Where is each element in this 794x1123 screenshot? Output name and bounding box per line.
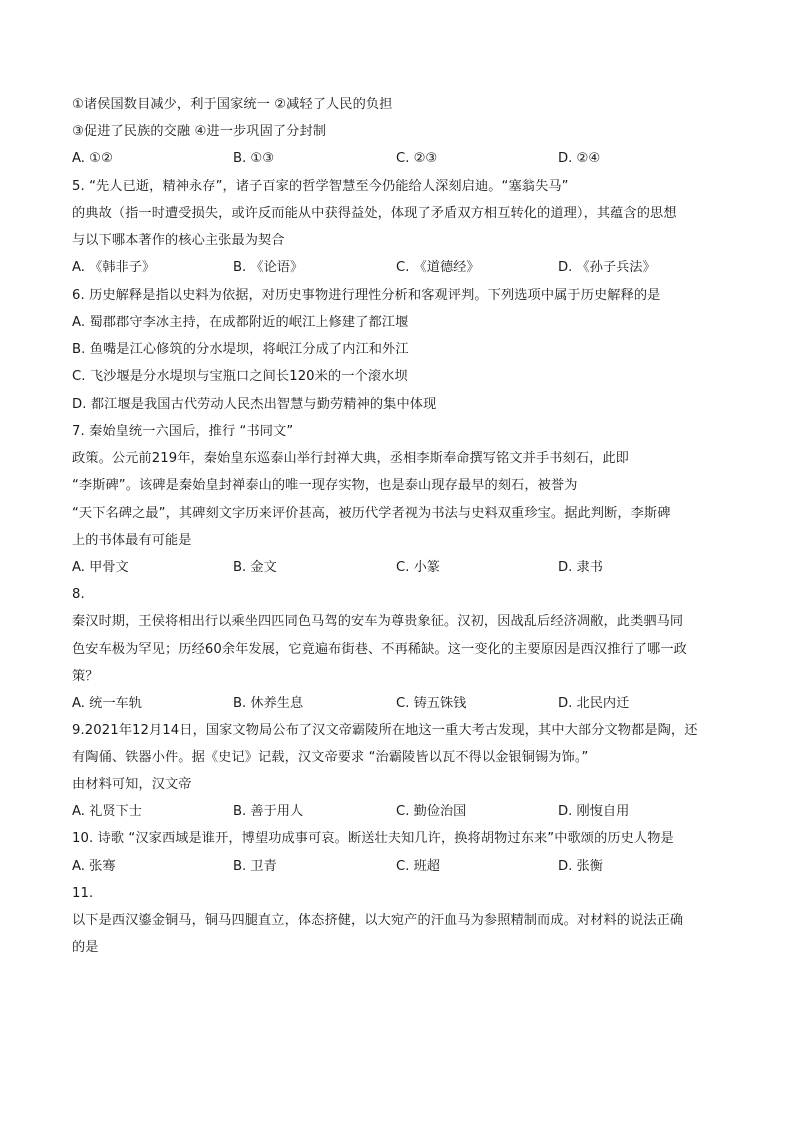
q9-option-a: A. 礼贤下士	[72, 804, 142, 819]
q11-stem-line-1: 以下是西汉鎏金铜马，铜马四腿直立，体态挤健，以大宛产的汗血马为参照精制而成。对材料的说法正确	[72, 913, 684, 928]
q5-stem-line-1: 5. “先人已逝，精神永存”，诸子百家的哲学智慧至今仍能给人深刻启迪。“塞翁失马”	[72, 179, 569, 194]
q7-option-b: B. 金文	[233, 560, 277, 575]
q7-option-c: C. 小篆	[396, 560, 440, 575]
q8-option-c: C. 铸五铢钱	[396, 696, 467, 711]
q4-option-a: A. ①②	[72, 151, 113, 166]
q7-stem-line-3: “李斯碑”。该碑是秦始皇封禅泰山的唯一现存实物，也是泰山现存最早的刻石，被誉为	[72, 478, 578, 493]
q9-stem-line-2: 有陶俑、铁器小件。据《史记》记载，汉文帝要求 “治霸陵皆以瓦不得以金银铜锡为饰。”	[72, 750, 589, 765]
q11-number: 11.	[72, 886, 94, 901]
q10-option-d: D. 张衡	[558, 859, 603, 874]
q5-option-d: D. 《孙子兵法》	[558, 260, 656, 275]
q9-option-b: B. 善于用人	[233, 804, 304, 819]
q5-option-a: A. 《韩非子》	[72, 260, 156, 275]
q8-option-d: D. 北民内迁	[558, 696, 630, 711]
q6-stem: 6. 历史解释是指以史料为依据，对历史事物进行理性分析和客观评判。下列选项中属于历史解释的是	[72, 288, 661, 303]
q7-stem-line-2: 政策。公元前219年，秦始皇东巡泰山举行封禅大典，丞相李斯奉命撰写铭文并手书刻石，此即	[72, 451, 629, 466]
q6-option-b: B. 鱼嘴是江心修筑的分水堤坝，将岷江分成了内江和外江	[72, 342, 409, 357]
q7-option-a: A. 甲骨文	[72, 560, 129, 575]
q8-stem-line-2: 色安车极为罕见；历经60余年发展，它竟遍布街巷、不再稀缺。这一变化的主要原因是西汉推行了哪一政	[72, 642, 687, 657]
q10-option-a: A. 张骞	[72, 859, 116, 874]
q8-number: 8.	[72, 587, 85, 602]
q7-option-d: D. 隶书	[558, 560, 603, 575]
q4-option-b: B. ①③	[233, 151, 275, 166]
q10-option-c: C. 班超	[396, 859, 440, 874]
q8-option-b: B. 休养生息	[233, 696, 304, 711]
q11-stem-line-2: 的是	[72, 940, 99, 955]
q8-stem-line-1: 秦汉时期，王侯将相出行以乘坐四匹同色马驾的安车为尊贵象征。汉初，因战乱后经济凋敝，此类驷马同	[72, 614, 684, 629]
q5-option-b: B. 《论语》	[233, 260, 304, 275]
statement-1-2: ①诸侯国数目减少，利于国家统一 ②减轻了人民的负担	[72, 97, 393, 112]
q7-stem-line-1: 7. 秦始皇统一六国后，推行 “书同文”	[72, 424, 294, 439]
q9-option-c: C. 勤俭治国	[396, 804, 467, 819]
q10-stem: 10. 诗歌 “汉家西域是谁开，博望功成事可哀。断送壮夫知几许，换将胡物过东来”中歌颂的历史人物是	[72, 831, 674, 846]
q5-stem-line-2: 的典故（指一时遭受损失，或许反而能从中获得益处，体现了矛盾双方相互转化的道理），其蕴含的思想	[72, 206, 677, 221]
q5-option-c: C. 《道德经》	[396, 260, 480, 275]
q9-stem-line-1: 9.2021年12月14日，国家文物局公布了汉文帝霸陵所在地这一重大考古发现，其中大部分文物都是陶，还	[72, 723, 698, 738]
q10-option-b: B. 卫青	[233, 859, 277, 874]
q9-stem-line-3: 由材料可知，汉文帝	[72, 777, 192, 792]
q8-stem-line-3: 策？	[72, 669, 99, 684]
q5-stem-line-3: 与以下哪本著作的核心主张最为契合	[72, 233, 285, 248]
q7-stem-line-4: “天下名碑之最”，其碑刻文字历来评价甚高，被历代学者视为书法与史料双重珍宝。据此判断，李斯碑	[72, 506, 671, 521]
q4-option-c: C. ②③	[396, 151, 438, 166]
q6-option-c: C. 飞沙堰是分水堤坝与宝瓶口之间长120米的一个滚水坝	[72, 369, 408, 384]
q8-option-a: A. 统一车轨	[72, 696, 142, 711]
q6-option-a: A. 蜀郡郡守李冰主持，在成都附近的岷江上修建了都江堰	[72, 315, 409, 330]
q9-option-d: D. 刚愎自用	[558, 804, 630, 819]
q4-option-d: D. ②④	[558, 151, 601, 166]
q6-option-d: D. 都江堰是我国古代劳动人民杰出智慧与勤劳精神的集中体现	[72, 397, 437, 412]
statement-3-4: ③促进了民族的交融 ④进一步巩固了分封制	[72, 124, 327, 139]
q7-stem-line-5: 上的书体最有可能是	[72, 533, 192, 548]
